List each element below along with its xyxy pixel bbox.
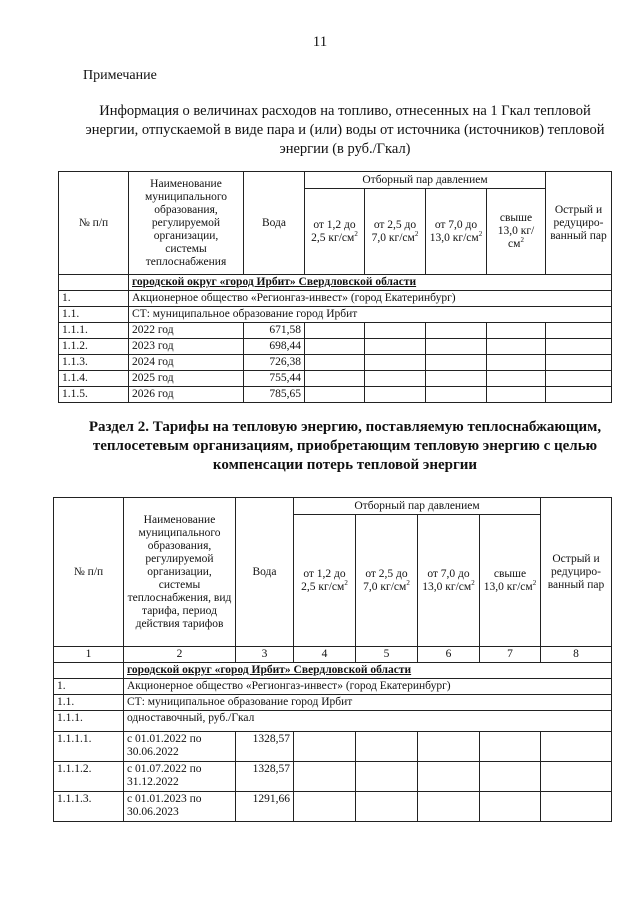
header-pressure-1: от 1,2 до 2,5 $кг/см^2$ (305, 189, 365, 275)
row-water: 726,38 (244, 355, 305, 371)
row-year: 2022 год (129, 323, 244, 339)
header-num: № п/п (59, 172, 129, 275)
header-pressure-3: от 7,0 до 13,0 $кг/см^2$ (426, 189, 487, 275)
row-period: с 01.01.2022 по 30.06.2022 (124, 732, 236, 762)
row-year: 2024 год (129, 355, 244, 371)
row-num: 1.1.1. (59, 323, 129, 339)
district-num-cell (54, 663, 124, 679)
note-label: Примечание (83, 68, 157, 83)
row-num: 1.1.1.3. (54, 792, 124, 822)
header-water: Вода (236, 498, 294, 647)
table-row (54, 792, 612, 822)
row-num: 1.1.1.1. (54, 732, 124, 762)
system-name: СТ: муниципальное образование город Ирбит (129, 307, 612, 323)
page-number: 11 (312, 34, 328, 50)
table-row (59, 355, 612, 371)
table-row (59, 371, 612, 387)
column-number: 7 (480, 647, 541, 663)
row-year: 2025 год (129, 371, 244, 387)
header-pressure-4: свыше 13,0 $кг/см^2$ (487, 189, 546, 275)
column-number: 1 (54, 647, 124, 663)
org-name: Акционерное общество «Регионгаз-инвест» (город Екатеринбург) (124, 679, 612, 695)
header-name: Наименование муниципального образования, регулируемой организации, системы теплоснабжения, вид тарифа, период действия тарифов (124, 498, 236, 647)
row-num: 1.1.2. (59, 339, 129, 355)
row-period: с 01.07.2022 по 31.12.2022 (124, 762, 236, 792)
row-water: 1328,57 (236, 762, 294, 792)
district-name: городской округ «город Ирбит» Свердловской области (129, 275, 612, 291)
row-water: 1328,57 (236, 732, 294, 762)
district-num-cell (59, 275, 129, 291)
header-pressure-2: от 2,5 до 7,0 $кг/см^2$ (365, 189, 426, 275)
header-sharp-steam: Острый и редуциро-ванный пар (541, 498, 612, 647)
tariff-type: одноставочный, руб./Гкал (124, 711, 612, 732)
column-number: 3 (236, 647, 294, 663)
table-row (59, 339, 612, 355)
column-number: 6 (418, 647, 480, 663)
row-year: 2023 год (129, 339, 244, 355)
header-steam-group: Отборный пар давлением (294, 498, 541, 515)
row-num: 1.1.1.2. (54, 762, 124, 792)
column-number: 2 (124, 647, 236, 663)
header-water: Вода (244, 172, 305, 275)
row-water: 785,65 (244, 387, 305, 403)
column-number: 5 (356, 647, 418, 663)
fuel-cost-table (58, 171, 612, 403)
row-period: с 01.01.2023 по 30.06.2023 (124, 792, 236, 822)
row-water: 671,58 (244, 323, 305, 339)
header-pressure-1: от 1,2 до 2,5 $кг/см^2$ (294, 515, 356, 647)
row-year: 2026 год (129, 387, 244, 403)
column-number: 4 (294, 647, 356, 663)
row-water: 698,44 (244, 339, 305, 355)
system-num: 1.1. (54, 695, 124, 711)
table-row (54, 762, 612, 792)
column-numbers-row (54, 647, 612, 663)
org-num: 1. (59, 291, 129, 307)
column-number: 8 (541, 647, 612, 663)
row-water: 755,44 (244, 371, 305, 387)
table-row (59, 323, 612, 339)
header-sharp-steam: Острый и редуциро-ванный пар (546, 172, 612, 275)
row-num: 1.1.4. (59, 371, 129, 387)
table-row (59, 387, 612, 403)
org-name: Акционерное общество «Регионгаз-инвест» (город Екатеринбург) (129, 291, 612, 307)
header-pressure-2: от 2,5 до 7,0 $кг/см^2$ (356, 515, 418, 647)
header-pressure-4: свыше 13,0 $кг/см^2$ (480, 515, 541, 647)
row-water: 1291,66 (236, 792, 294, 822)
tariff-table (53, 497, 612, 822)
system-num: 1.1. (59, 307, 129, 323)
table-row (54, 732, 612, 762)
header-num: № п/п (54, 498, 124, 647)
district-name: городской округ «город Ирбит» Свердловской области (124, 663, 612, 679)
section-title: Раздел 2. Тарифы на тепловую энергию, поставляемую теплоснабжающим, теплосетевым организациям, приобретающим тепловую энергию с целью компенсации потерь тепловой энергии (88, 419, 602, 473)
org-num: 1. (54, 679, 124, 695)
info-title: Информация о величинах расходов на топливо, отнесенных на 1 Гкал тепловой энергии, отпускаемой в виде пара и (или) воды от источника (источников) тепловой энергии (в руб./Гкал) (85, 103, 605, 157)
header-name: Наименование муниципального образования, регулируемой организации, системы теплоснабжения (129, 172, 244, 275)
header-pressure-3: от 7,0 до 13,0 $кг/см^2$ (418, 515, 480, 647)
row-num: 1.1.3. (59, 355, 129, 371)
system-name: СТ: муниципальное образование город Ирбит (124, 695, 612, 711)
tariff-num: 1.1.1. (54, 711, 124, 732)
header-steam-group: Отборный пар давлением (305, 172, 546, 189)
row-num: 1.1.5. (59, 387, 129, 403)
